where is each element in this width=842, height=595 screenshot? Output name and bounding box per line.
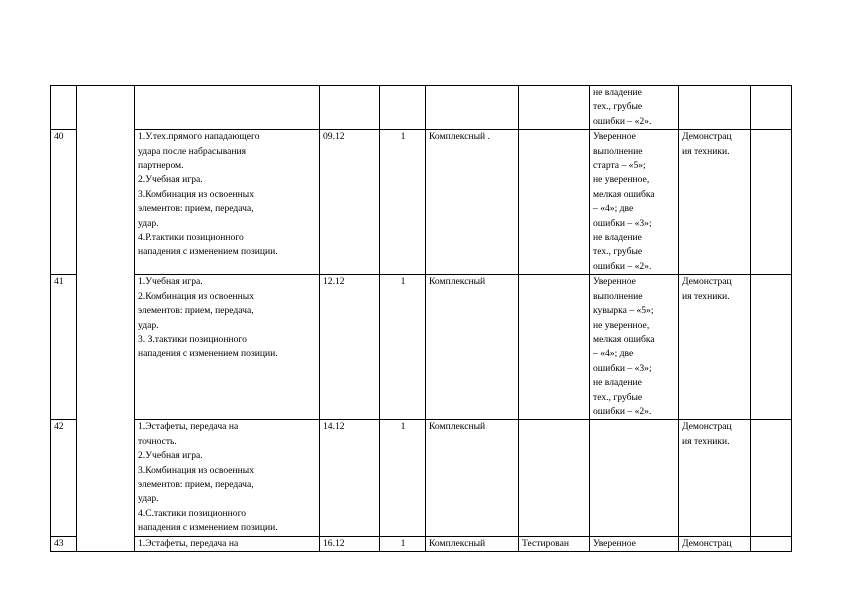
text-line: удар. bbox=[138, 493, 159, 505]
cell-lesson-type: Комплексный bbox=[426, 275, 519, 420]
text-line: ошибки – «3»; bbox=[593, 362, 652, 374]
cell-date: 09.12 bbox=[320, 130, 380, 275]
text-line: ия техники. bbox=[682, 290, 730, 302]
cell-equipment bbox=[679, 130, 751, 275]
text-line: 3. З.тактики позиционного bbox=[138, 333, 247, 345]
cell-extra bbox=[751, 536, 792, 551]
cell-extra bbox=[751, 86, 792, 130]
cell-num: 40 bbox=[51, 130, 77, 275]
cell-control bbox=[519, 420, 590, 536]
text-line: 3.Комбинация из освоенных bbox=[138, 464, 255, 476]
equipment-lines bbox=[682, 130, 748, 159]
text-line: удар. bbox=[138, 319, 159, 331]
cell-hours bbox=[380, 86, 426, 130]
text-line: партнером. bbox=[138, 160, 184, 172]
cell-extra bbox=[751, 420, 792, 536]
cell-lesson-type: Комплексный bbox=[426, 420, 519, 536]
table-body bbox=[51, 86, 792, 552]
text-line: выполнение bbox=[593, 145, 643, 157]
text-line: 3.Комбинация из освоенных bbox=[138, 188, 255, 200]
cell-assessment bbox=[590, 130, 679, 275]
text-line: Уверенное bbox=[593, 537, 636, 549]
text-line: нападения с изменением позиции. bbox=[138, 246, 278, 258]
cell-date: 12.12 bbox=[320, 275, 380, 420]
text-line: ия техники. bbox=[682, 145, 730, 157]
cell-content bbox=[135, 420, 320, 536]
cell-lesson-type bbox=[426, 86, 519, 130]
cell-content bbox=[135, 536, 320, 551]
text-line: 1.Эстафеты, передача на bbox=[138, 537, 239, 549]
assessment-lines bbox=[593, 275, 676, 419]
cell-equipment bbox=[679, 275, 751, 420]
text-line: Уверенное bbox=[593, 276, 636, 288]
text-line: ия техники. bbox=[682, 435, 730, 447]
text-line: Демонстрац bbox=[682, 537, 732, 549]
text-line: тех., грубые bbox=[593, 101, 643, 113]
cell-extra bbox=[751, 275, 792, 420]
text-line: элементов: прием, передача, bbox=[138, 203, 254, 215]
text-line: элементов: прием, передача, bbox=[138, 305, 254, 317]
content-lines bbox=[138, 420, 317, 535]
text-line: мелкая ошибка bbox=[593, 333, 655, 345]
text-line: тех., грубые bbox=[593, 391, 643, 403]
text-line: ошибки – «2». bbox=[593, 260, 652, 272]
cell-lesson-type: Комплексный . bbox=[426, 130, 519, 275]
text-line: старта – «5»; bbox=[593, 160, 646, 172]
text-line: Демонстрац bbox=[682, 421, 732, 433]
text-line: не владение bbox=[593, 377, 642, 389]
cell-control: Тестирован bbox=[519, 536, 590, 551]
text-line: – «4»; две bbox=[593, 203, 634, 215]
equipment-lines bbox=[682, 537, 748, 551]
text-line: выполнение bbox=[593, 290, 643, 302]
table-row bbox=[51, 536, 792, 551]
text-line: элементов: прием, передача, bbox=[138, 478, 254, 490]
text-line: удар. bbox=[138, 217, 159, 229]
cell-assessment bbox=[590, 420, 679, 536]
cell-date bbox=[320, 86, 380, 130]
text-line: 4.Р.тактики позиционного bbox=[138, 232, 244, 244]
text-line: ошибки – «2». bbox=[593, 405, 652, 417]
text-line: кувырка – «5»; bbox=[593, 305, 654, 317]
text-line: не уверенное, bbox=[593, 174, 650, 186]
text-line: 1.Эстафеты, передача на bbox=[138, 421, 239, 433]
text-line: не владение bbox=[593, 232, 642, 244]
text-line: мелкая ошибка bbox=[593, 188, 655, 200]
text-line: не уверенное, bbox=[593, 319, 650, 331]
cell-hours: 1 bbox=[380, 130, 426, 275]
assessment-lines bbox=[593, 86, 676, 129]
text-line: Демонстрац bbox=[682, 276, 732, 288]
text-line: 1.Учебная игра. bbox=[138, 276, 203, 288]
cell-hours: 1 bbox=[380, 536, 426, 551]
cell-num: 41 bbox=[51, 275, 77, 420]
text-line: 2.Учебная игра. bbox=[138, 174, 203, 186]
cell-date: 14.12 bbox=[320, 420, 380, 536]
cell-hours: 1 bbox=[380, 275, 426, 420]
text-line: ошибки – «2». bbox=[593, 115, 652, 127]
cell-lesson-type: Комплексный bbox=[426, 536, 519, 551]
table-row bbox=[51, 275, 792, 420]
cell-equipment bbox=[679, 536, 751, 551]
text-line: Уверенное bbox=[593, 131, 636, 143]
table-row bbox=[51, 130, 792, 275]
assessment-lines bbox=[593, 537, 676, 551]
equipment-lines bbox=[682, 275, 748, 304]
cell-merged-topic bbox=[77, 86, 135, 552]
text-line: Демонстрац bbox=[682, 131, 732, 143]
text-line: удара после набрасывания bbox=[138, 145, 247, 157]
text-line: 1.У.тех.прямого нападающего bbox=[138, 131, 260, 143]
content-lines bbox=[138, 275, 317, 361]
cell-assessment bbox=[590, 275, 679, 420]
text-line: нападения с изменением позиции. bbox=[138, 348, 278, 360]
cell-control bbox=[519, 86, 590, 130]
cell-content bbox=[135, 130, 320, 275]
text-line: – «4»; две bbox=[593, 348, 634, 360]
cell-content bbox=[135, 86, 320, 130]
cell-control bbox=[519, 275, 590, 420]
cell-equipment bbox=[679, 420, 751, 536]
lesson-plan-table bbox=[50, 85, 792, 552]
cell-extra bbox=[751, 130, 792, 275]
cell-num bbox=[51, 86, 77, 130]
table-row-continuation bbox=[51, 86, 792, 130]
cell-num: 43 bbox=[51, 536, 77, 551]
cell-num: 42 bbox=[51, 420, 77, 536]
cell-hours: 1 bbox=[380, 420, 426, 536]
text-line: не владение bbox=[593, 87, 642, 98]
text-line: 2.Комбинация из освоенных bbox=[138, 290, 255, 302]
cell-assessment bbox=[590, 86, 679, 130]
cell-equipment bbox=[679, 86, 751, 130]
text-line: нападения с изменением позиции. bbox=[138, 522, 278, 534]
text-line: 2.Учебная игра. bbox=[138, 450, 203, 462]
text-line: тех., грубые bbox=[593, 246, 643, 258]
cell-assessment bbox=[590, 536, 679, 551]
text-line: точность. bbox=[138, 435, 177, 447]
cell-content bbox=[135, 275, 320, 420]
cell-control bbox=[519, 130, 590, 275]
equipment-lines bbox=[682, 420, 748, 449]
table-row bbox=[51, 420, 792, 536]
cell-date: 16.12 bbox=[320, 536, 380, 551]
text-line: ошибки – «3»; bbox=[593, 217, 652, 229]
text-line: 4.С.тактики позиционного bbox=[138, 507, 247, 519]
assessment-lines bbox=[593, 130, 676, 274]
content-lines bbox=[138, 130, 317, 260]
content-lines bbox=[138, 537, 317, 551]
